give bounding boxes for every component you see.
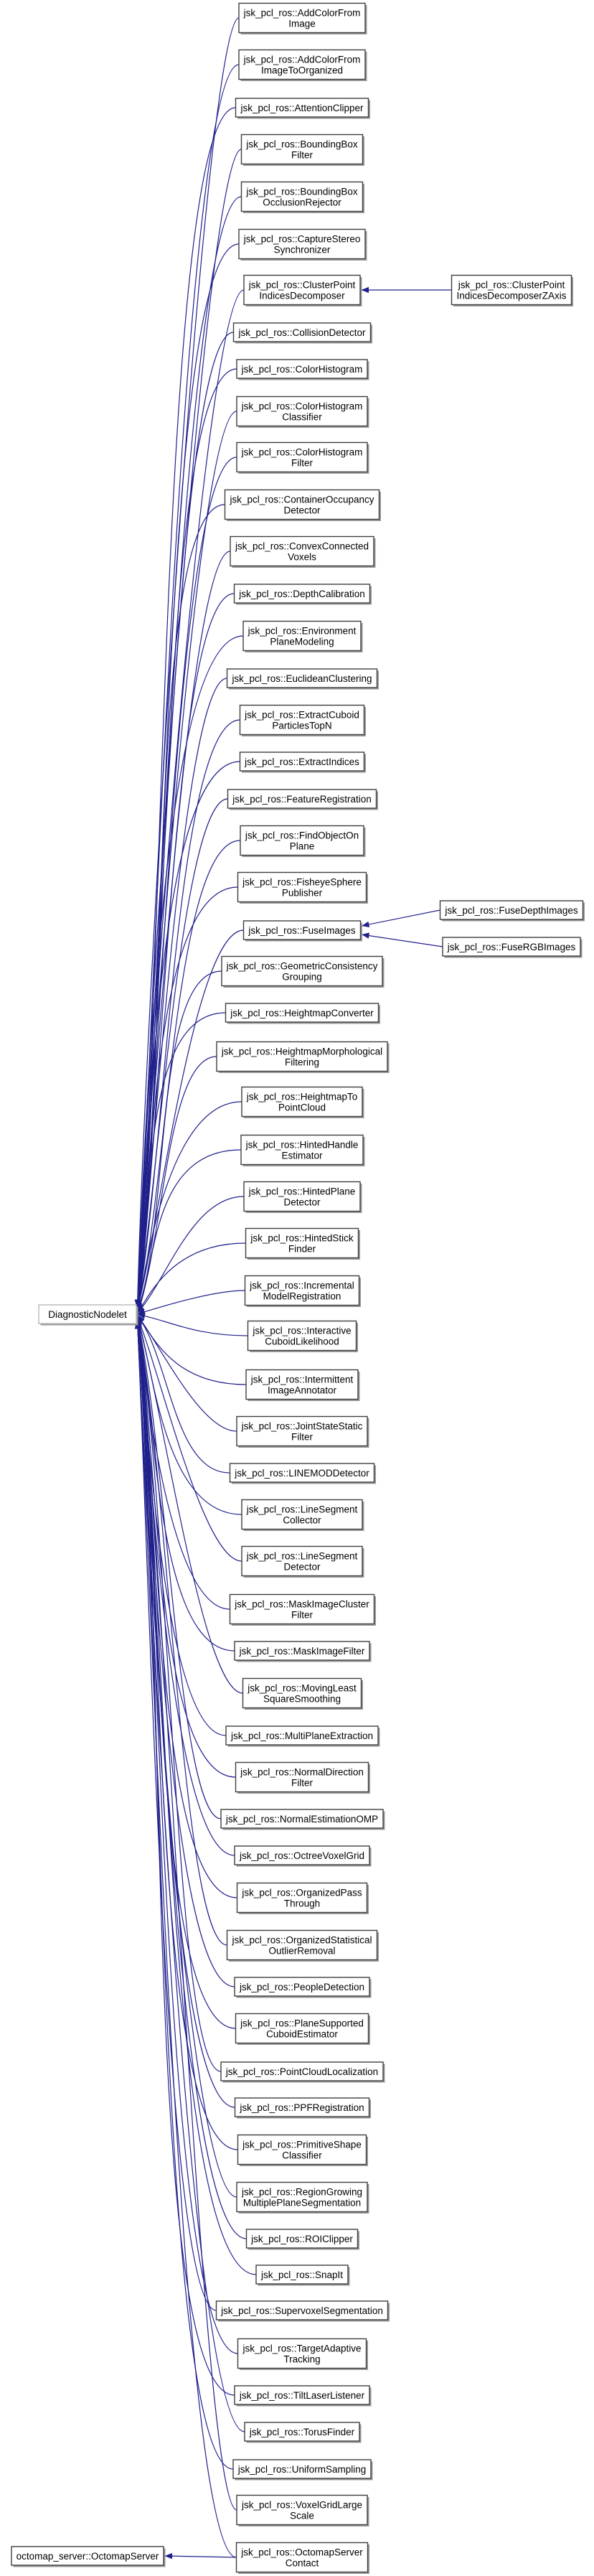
- class-label: Scale: [290, 2510, 314, 2521]
- class-label: jsk_pcl_ros::PrimitiveShape: [242, 2139, 362, 2150]
- class-label: Grouping: [282, 971, 322, 983]
- class-node[interactable]: [242, 1500, 364, 1532]
- class-node[interactable]: [221, 2062, 385, 2083]
- class-label: jsk_pcl_ros::FuseImages: [248, 924, 356, 936]
- class-node[interactable]: [452, 276, 574, 307]
- class-node[interactable]: [225, 490, 382, 522]
- inheritance-edge: [362, 910, 440, 926]
- class-label: jsk_pcl_ros::PlaneSupported: [240, 2018, 364, 2029]
- class-node[interactable]: [227, 669, 380, 690]
- class-node[interactable]: [240, 752, 367, 773]
- class-label: OcclusionRejector: [263, 197, 341, 208]
- class-node[interactable]: [237, 397, 369, 428]
- class-node[interactable]: [237, 2183, 369, 2214]
- class-label: jsk_pcl_ros::BoundingBox: [246, 139, 358, 150]
- class-node[interactable]: [235, 1641, 372, 1662]
- class-label: jsk_pcl_ros::MultiPlaneExtraction: [230, 1730, 374, 1741]
- class-node[interactable]: [235, 2386, 372, 2407]
- class-node[interactable]: [245, 1276, 362, 1308]
- class-label: jsk_pcl_ros::OctomapServer: [241, 2547, 363, 2558]
- class-node[interactable]: [244, 921, 363, 942]
- class-label: jsk_pcl_ros::CollisionDetector: [238, 327, 366, 338]
- class-node[interactable]: [242, 1087, 364, 1119]
- class-label: Image: [288, 18, 316, 29]
- class-label: Through: [283, 1898, 321, 1909]
- inheritance-edge: [138, 457, 237, 1308]
- class-label: Synchronizer: [273, 244, 331, 256]
- class-label: jsk_pcl_ros::Environment: [248, 625, 357, 637]
- class-node[interactable]: [230, 1463, 377, 1484]
- class-label: jsk_pcl_ros::PointCloudLocalization: [225, 2066, 379, 2077]
- class-label: jsk_pcl_ros::JointStateStatic: [241, 1420, 363, 1432]
- class-label: jsk_pcl_ros::ContainerOccupancy: [230, 494, 374, 505]
- class-label: ImageToOrganized: [260, 65, 344, 76]
- class-label: jsk_pcl_ros::ColorHistogram: [241, 401, 363, 412]
- inheritance-edge: [138, 1243, 246, 1313]
- class-node[interactable]: [248, 1321, 359, 1353]
- class-label: jsk_pcl_ros::PPFRegistration: [240, 2102, 364, 2113]
- class-label: jsk_pcl_ros::AttentionClipper: [240, 102, 364, 113]
- inheritance-edge: [138, 149, 242, 1308]
- class-node[interactable]: [226, 1726, 380, 1747]
- class-node[interactable]: [440, 901, 585, 922]
- class-label: jsk_pcl_ros::SnapIt: [260, 2269, 344, 2280]
- class-label: Contact: [285, 2557, 319, 2569]
- class-label: OutlierRemoval: [268, 1945, 336, 1957]
- class-label: jsk_pcl_ros::HeightmapTo: [246, 1091, 358, 1102]
- inheritance-edge: [138, 1321, 237, 2511]
- class-label: jsk_pcl_ros::EuclideanClustering: [232, 673, 372, 684]
- inheritance-arrowhead: [362, 932, 369, 938]
- class-label: Plane: [289, 840, 315, 852]
- class-node[interactable]: [236, 98, 371, 119]
- class-node[interactable]: [233, 2460, 373, 2481]
- class-node[interactable]: [239, 50, 367, 82]
- class-label: ParticlesTopN: [272, 720, 332, 731]
- class-label: jsk_pcl_ros::DepthCalibration: [239, 588, 365, 599]
- class-node[interactable]: [221, 1809, 385, 1830]
- class-node[interactable]: [241, 1135, 365, 1167]
- class-label: jsk_pcl_ros::Incremental: [250, 1280, 354, 1291]
- inheritance-edge: [138, 1102, 242, 1312]
- class-label: Estimator: [281, 1150, 323, 1161]
- class-label: jsk_pcl_ros::AddColorFrom: [243, 54, 361, 65]
- class-node[interactable]: [243, 1679, 364, 1710]
- inheritance-edge: [138, 1315, 247, 1385]
- class-label: jsk_pcl_ros::TiltLaserListener: [239, 2389, 365, 2401]
- base-class-node[interactable]: [39, 1305, 138, 1326]
- class-label: jsk_pcl_ros::RegionGrowing: [241, 2186, 363, 2198]
- class-label: jsk_pcl_ros::HintedPlane: [248, 1186, 356, 1197]
- class-label: Filter: [291, 1431, 313, 1443]
- class-label: jsk_pcl_ros::MovingLeast: [248, 1682, 357, 1694]
- class-label: jsk_pcl_ros::Intermittent: [250, 1374, 354, 1385]
- inheritance-arrowhead: [165, 2553, 173, 2559]
- class-node[interactable]: [244, 1182, 362, 1214]
- class-label: jsk_pcl_ros::ExtractIndices: [245, 756, 359, 767]
- class-node[interactable]: [235, 584, 372, 605]
- class-node[interactable]: [11, 2547, 166, 2567]
- class-label: MultiplePlaneSegmentation: [242, 2197, 362, 2209]
- class-label: Collector: [283, 1514, 321, 1526]
- class-node[interactable]: [217, 1042, 390, 1074]
- class-label: Filtering: [284, 1057, 320, 1068]
- inheritance-edge: [138, 1291, 245, 1314]
- class-label: jsk_pcl_ros::UniformSampling: [237, 2463, 367, 2475]
- class-node[interactable]: [238, 873, 369, 904]
- class-label: Filter: [291, 1777, 313, 1789]
- class-node[interactable]: [242, 135, 365, 167]
- class-node[interactable]: [217, 2301, 390, 2322]
- class-node[interactable]: [235, 1846, 372, 1867]
- inheritance-edge: [138, 1314, 248, 1336]
- class-node[interactable]: [222, 957, 385, 988]
- class-node[interactable]: [238, 2135, 369, 2167]
- class-label: jsk_pcl_ros::PeopleDetection: [239, 1981, 365, 1992]
- class-node[interactable]: [237, 2543, 370, 2575]
- class-node[interactable]: [243, 622, 363, 653]
- inheritance-edge: [138, 1321, 235, 2396]
- class-node[interactable]: [230, 537, 376, 568]
- class-label: Finder: [288, 1243, 316, 1255]
- class-node[interactable]: [227, 1931, 380, 1962]
- class-node[interactable]: [228, 790, 379, 810]
- class-node[interactable]: [239, 230, 367, 261]
- class-label: jsk_pcl_ros::SupervoxelSegmentation: [221, 2305, 383, 2316]
- class-label: jsk_pcl_ros::HeightmapMorphological: [221, 1046, 383, 1057]
- class-node[interactable]: [240, 826, 366, 858]
- inheritance-edge: [138, 971, 222, 1311]
- class-node[interactable]: [230, 1595, 377, 1626]
- class-label: jsk_pcl_ros::FuseRGBImages: [447, 941, 576, 952]
- class-label: jsk_pcl_ros::ColorHistogram: [241, 446, 363, 458]
- class-label: Tracking: [283, 2353, 321, 2365]
- class-label: IndicesDecomposerZAxis: [456, 290, 567, 301]
- class-label: Detector: [283, 1196, 321, 1208]
- class-label: jsk_pcl_ros::LineSegment: [246, 1550, 358, 1562]
- inheritance-edge: [165, 2556, 237, 2557]
- class-label: Filter: [291, 457, 313, 469]
- inheritance-arrowhead: [362, 922, 369, 927]
- class-node[interactable]: [247, 2229, 360, 2250]
- class-node[interactable]: [237, 443, 369, 474]
- class-label: jsk_pcl_ros::Interactive: [253, 1325, 352, 1336]
- class-label: Classifier: [282, 411, 322, 423]
- class-label: jsk_pcl_ros::MaskImageFilter: [239, 1645, 365, 1657]
- class-node[interactable]: [237, 1417, 369, 1448]
- inheritance-edge: [138, 369, 237, 1308]
- class-label: IndicesDecomposer: [259, 290, 345, 301]
- class-label: jsk_pcl_ros::NormalDirection: [240, 1766, 364, 1778]
- class-node[interactable]: [242, 182, 365, 214]
- class-label: jsk_pcl_ros::HintedHandle: [245, 1139, 359, 1151]
- class-node[interactable]: [235, 1977, 372, 1998]
- class-label: jsk_pcl_ros::TargetAdaptive: [242, 2343, 362, 2354]
- class-label: Classifier: [282, 2150, 322, 2161]
- class-node[interactable]: [238, 2339, 369, 2371]
- class-label: jsk_pcl_ros::FisheyeSphere: [242, 876, 362, 888]
- class-label: jsk_pcl_ros::CaptureStereo: [243, 233, 361, 245]
- class-node[interactable]: [236, 1763, 371, 1794]
- class-label: Filter: [291, 149, 313, 161]
- class-label: Detector: [283, 1561, 321, 1573]
- class-node[interactable]: [242, 1547, 364, 1578]
- class-node[interactable]: [239, 4, 367, 35]
- inheritance-edge: [138, 1316, 230, 1473]
- class-label: octomap_server::OctomapServer: [16, 2550, 159, 2562]
- class-label: Detector: [283, 505, 321, 516]
- class-label: jsk_pcl_ros::OrganizedStatistical: [232, 1934, 372, 1946]
- class-label: jsk_pcl_ros::ColorHistogram: [241, 363, 363, 375]
- class-node[interactable]: [236, 2014, 371, 2046]
- node-layer: [11, 4, 585, 2575]
- class-label: CuboidEstimator: [266, 2028, 338, 2040]
- class-label: jsk_pcl_ros::FuseDepthImages: [445, 904, 578, 916]
- class-label: Publisher: [281, 887, 323, 899]
- inheritance-arrowhead: [362, 287, 369, 293]
- class-node[interactable]: [240, 706, 367, 737]
- class-label: jsk_pcl_ros::ClusterPoint: [458, 279, 565, 291]
- class-label: jsk_pcl_ros::ConvexConnected: [235, 540, 369, 552]
- class-label: jsk_pcl_ros::VoxelGridLarge: [241, 2499, 363, 2511]
- class-label: jsk_pcl_ros::GeometricConsistency: [226, 960, 378, 972]
- class-label: SquareSmoothing: [263, 1693, 341, 1705]
- class-label: ImageAnnotator: [267, 1385, 337, 1396]
- class-label: jsk_pcl_ros::NormalEstimationOMP: [225, 1813, 379, 1825]
- class-label: Filter: [291, 1609, 313, 1621]
- class-node[interactable]: [237, 360, 369, 380]
- class-node[interactable]: [256, 2265, 350, 2286]
- class-label: jsk_pcl_ros::FeatureRegistration: [232, 793, 372, 805]
- class-label: jsk_pcl_ros::FindObjectOn: [245, 830, 359, 841]
- class-node[interactable]: [244, 276, 362, 307]
- class-label: jsk_pcl_ros::HeightmapConverter: [230, 1007, 374, 1018]
- class-label: jsk_pcl_ros::BoundingBox: [246, 186, 358, 197]
- class-node[interactable]: [226, 1003, 381, 1024]
- inheritance-edge: [138, 1321, 227, 1945]
- class-label: jsk_pcl_ros::ClusterPoint: [248, 279, 356, 291]
- class-label: jsk_pcl_ros::TorusFinder: [249, 2426, 355, 2437]
- class-node[interactable]: [245, 2422, 362, 2443]
- class-label: CuboidLikelihood: [265, 1336, 339, 1347]
- inheritance-edge: [138, 411, 237, 1308]
- class-label: PointCloud: [278, 1102, 326, 1113]
- class-label: PlaneModeling: [270, 636, 334, 647]
- class-node[interactable]: [246, 1370, 360, 1402]
- class-label: Voxels: [288, 551, 316, 563]
- class-label: jsk_pcl_ros::HintedStick: [250, 1232, 354, 1244]
- class-label: jsk_pcl_ros::ExtractCuboid: [245, 709, 359, 721]
- class-label: jsk_pcl_ros::LineSegment: [246, 1504, 358, 1515]
- class-label: jsk_pcl_ros::OctreeVoxelGrid: [239, 1850, 365, 1861]
- class-node[interactable]: [246, 1229, 361, 1260]
- class-label: DiagnosticNodelet: [48, 1308, 127, 1320]
- class-label: jsk_pcl_ros::OrganizedPass: [242, 1887, 362, 1898]
- class-node[interactable]: [443, 937, 583, 958]
- inheritance-edge: [362, 935, 443, 947]
- class-node[interactable]: [237, 2496, 369, 2527]
- class-label: ModelRegistration: [263, 1291, 341, 1302]
- class-node[interactable]: [234, 323, 373, 344]
- class-label: jsk_pcl_ros::ROIClipper: [251, 2233, 353, 2244]
- class-label: jsk_pcl_ros::MaskImageCluster: [235, 1598, 369, 1610]
- class-node[interactable]: [237, 1883, 369, 1915]
- class-label: jsk_pcl_ros::LINEMODDetector: [235, 1467, 369, 1479]
- class-label: jsk_pcl_ros::AddColorFrom: [243, 7, 361, 19]
- class-node[interactable]: [235, 2098, 372, 2119]
